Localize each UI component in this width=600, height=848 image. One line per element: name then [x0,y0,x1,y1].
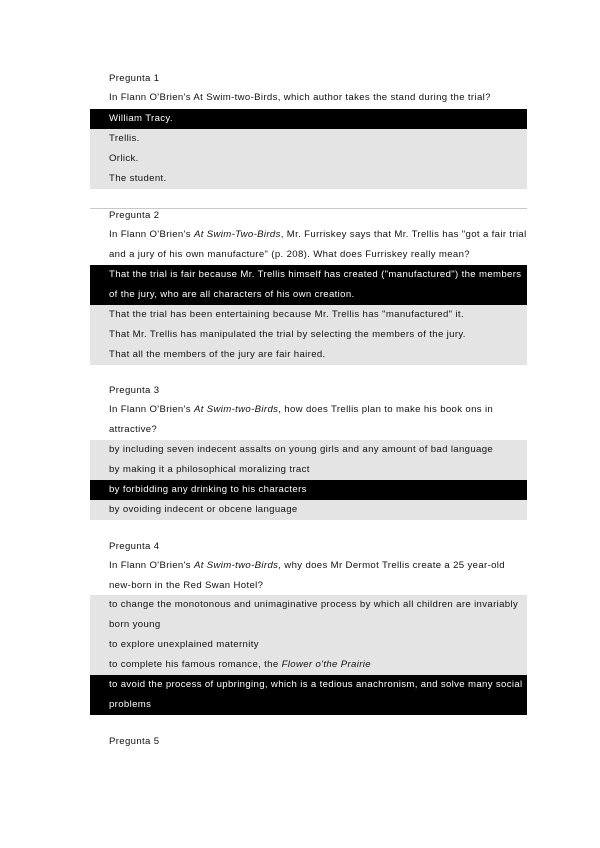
question-4-text-post: , why does Mr Dermot Trellis create a 25 year-old new-born in the Red Swan Hotel? [109,560,505,591]
question-4-text [109,556,529,596]
question-4-option-3-title: Flower o'the Prairie [281,659,371,670]
question-3-option-3[interactable]: by forbidding any drinking to his characters [90,480,527,500]
question-1-label: Pregunta 1 [109,73,160,84]
question-4-option-4[interactable]: to avoid the process of upbringing, which is a tedious anachronism, and solve many social problems [90,675,527,715]
question-2-book-title: At Swim-Two-Birds [193,229,281,240]
question-1-text [109,88,529,108]
question-4-label: Pregunta 4 [109,541,160,552]
question-5-label: Pregunta 5 [109,736,160,747]
question-4-option-3-text: to complete his famous romance, the [109,659,282,670]
question-1-option-1[interactable]: William Tracy. [90,109,527,129]
question-1-option-3[interactable]: Orlick. [109,153,139,164]
question-1-options [90,109,527,189]
question-1-option-2[interactable]: Trellis. [109,133,140,144]
question-2-option-3[interactable]: That Mr. Trellis has manipulated the trial by selecting the members of the jury. [109,329,466,340]
question-4-options [90,595,527,715]
question-4-option-3[interactable] [90,655,527,675]
question-3-option-1[interactable]: by including seven indecent assalts on young girls and any amount of bad language [109,444,494,455]
question-divider [90,208,527,209]
question-4-option-1[interactable]: to change the monotonous and unimaginative process by which all children are invariably born young [109,599,519,630]
question-4-option-2[interactable]: to explore unexplained maternity [109,639,259,650]
question-3-label: Pregunta 3 [109,385,160,396]
question-4-book-title: At Swim-two-Birds [193,560,279,571]
question-2-option-2[interactable]: That the trial has been entertaining because Mr. Trellis has "manufactured" it. [109,309,464,320]
question-3-text-pre: In Flann O'Brien's [109,404,194,415]
question-4-text-pre: In Flann O'Brien's [109,560,194,571]
question-2-label: Pregunta 2 [109,210,160,221]
question-3-book-title: At Swim-two-Birds [193,404,279,415]
question-3-options [90,440,527,520]
question-1-option-4[interactable]: The student. [109,173,167,184]
question-2-text [109,225,529,265]
question-2-text-pre: In Flann O'Brien's [109,229,194,240]
question-3-option-4[interactable]: by ovoiding indecent or obcene language [109,504,298,515]
question-2-text-post: , Mr. Furriskey says that Mr. Trellis has "got a fair trial and a jury of his own manufacture" (p. 208). What does Furriskey really mean? [109,229,527,260]
question-1-text-pre: In Flann O'Brien's At Swim-two-Birds, which author takes the stand during the trial? [109,92,491,103]
question-2-option-4[interactable]: That all the members of the jury are fair haired. [109,349,326,360]
question-3-text [109,400,529,440]
question-2-option-1[interactable]: That the trial is fair because Mr. Trellis himself has created ("manufactured") the members of the jury, who are all characters of his own creation. [90,265,527,305]
question-3-text-post: , how does Trellis plan to make his book ons in attractive? [109,404,494,435]
question-2-options [90,265,527,365]
question-3-option-2[interactable]: by making it a philosophical moralizing tract [109,464,310,475]
